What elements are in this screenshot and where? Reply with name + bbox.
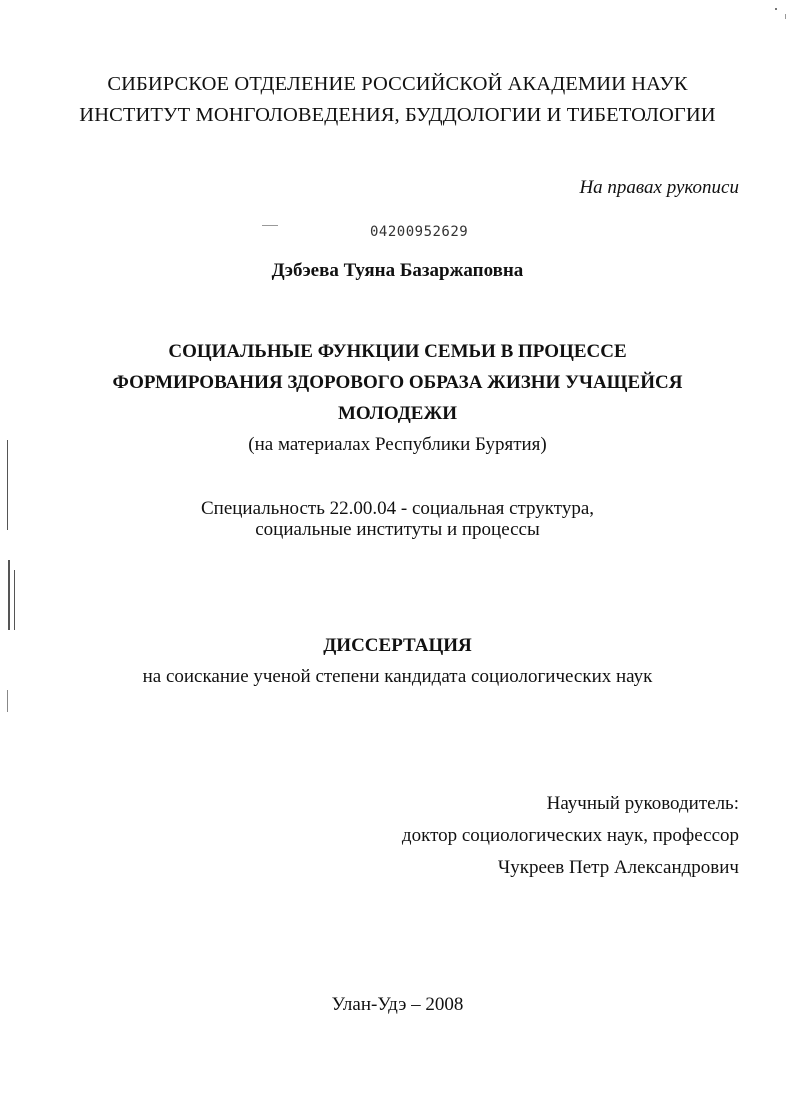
scan-artifact-mark xyxy=(8,560,10,630)
advisor-label: Научный руководитель: xyxy=(546,793,739,814)
title-line-2: ФОРМИРОВАНИЯ ЗДОРОВОГО ОБРАЗА ЖИЗНИ УЧАЩЕЙСЯ xyxy=(112,372,683,393)
degree-sought: на соискание ученой степени кандидата социологических наук xyxy=(142,666,653,687)
city-year: Улан-Удэ – 2008 xyxy=(331,994,464,1015)
scan-artifact-mark xyxy=(7,690,8,712)
work-type-label: ДИССЕРТАЦИЯ xyxy=(323,635,472,656)
specialty-line-2: социальные институты и процессы xyxy=(255,519,540,540)
advisor-degree: доктор социологических наук, профессор xyxy=(401,825,739,846)
title-subtitle: (на материалах Республики Бурятия) xyxy=(248,434,547,455)
organization-line-1: СИБИРСКОЕ ОТДЕЛЕНИЕ РОССИЙСКОЙ АКАДЕМИИ НАУК xyxy=(107,73,688,95)
scan-artifact-mark xyxy=(775,8,777,10)
title-line-1: СОЦИАЛЬНЫЕ ФУНКЦИИ СЕМЬИ В ПРОЦЕССЕ xyxy=(168,341,627,362)
specialty-line-1: Специальность 22.00.04 - социальная структура, xyxy=(200,498,595,519)
title-line-3: МОЛОДЕЖИ xyxy=(337,403,458,424)
advisor-name: Чукреев Петр Александрович xyxy=(497,857,739,878)
organization-line-2: ИНСТИТУТ МОНГОЛОВЕДЕНИЯ, БУДДОЛОГИИ И ТИБЕТОЛОГИИ xyxy=(79,104,716,126)
scan-artifact-mark xyxy=(14,570,15,630)
catalog-number: 04200952629 xyxy=(370,224,469,240)
scan-artifact-mark xyxy=(262,225,278,226)
scan-artifact-mark xyxy=(785,14,786,19)
scan-artifact-mark xyxy=(7,440,8,530)
manuscript-note: На правах рукописи xyxy=(579,177,739,198)
author-name: Дэбэева Туяна Базаржаповна xyxy=(271,260,524,281)
